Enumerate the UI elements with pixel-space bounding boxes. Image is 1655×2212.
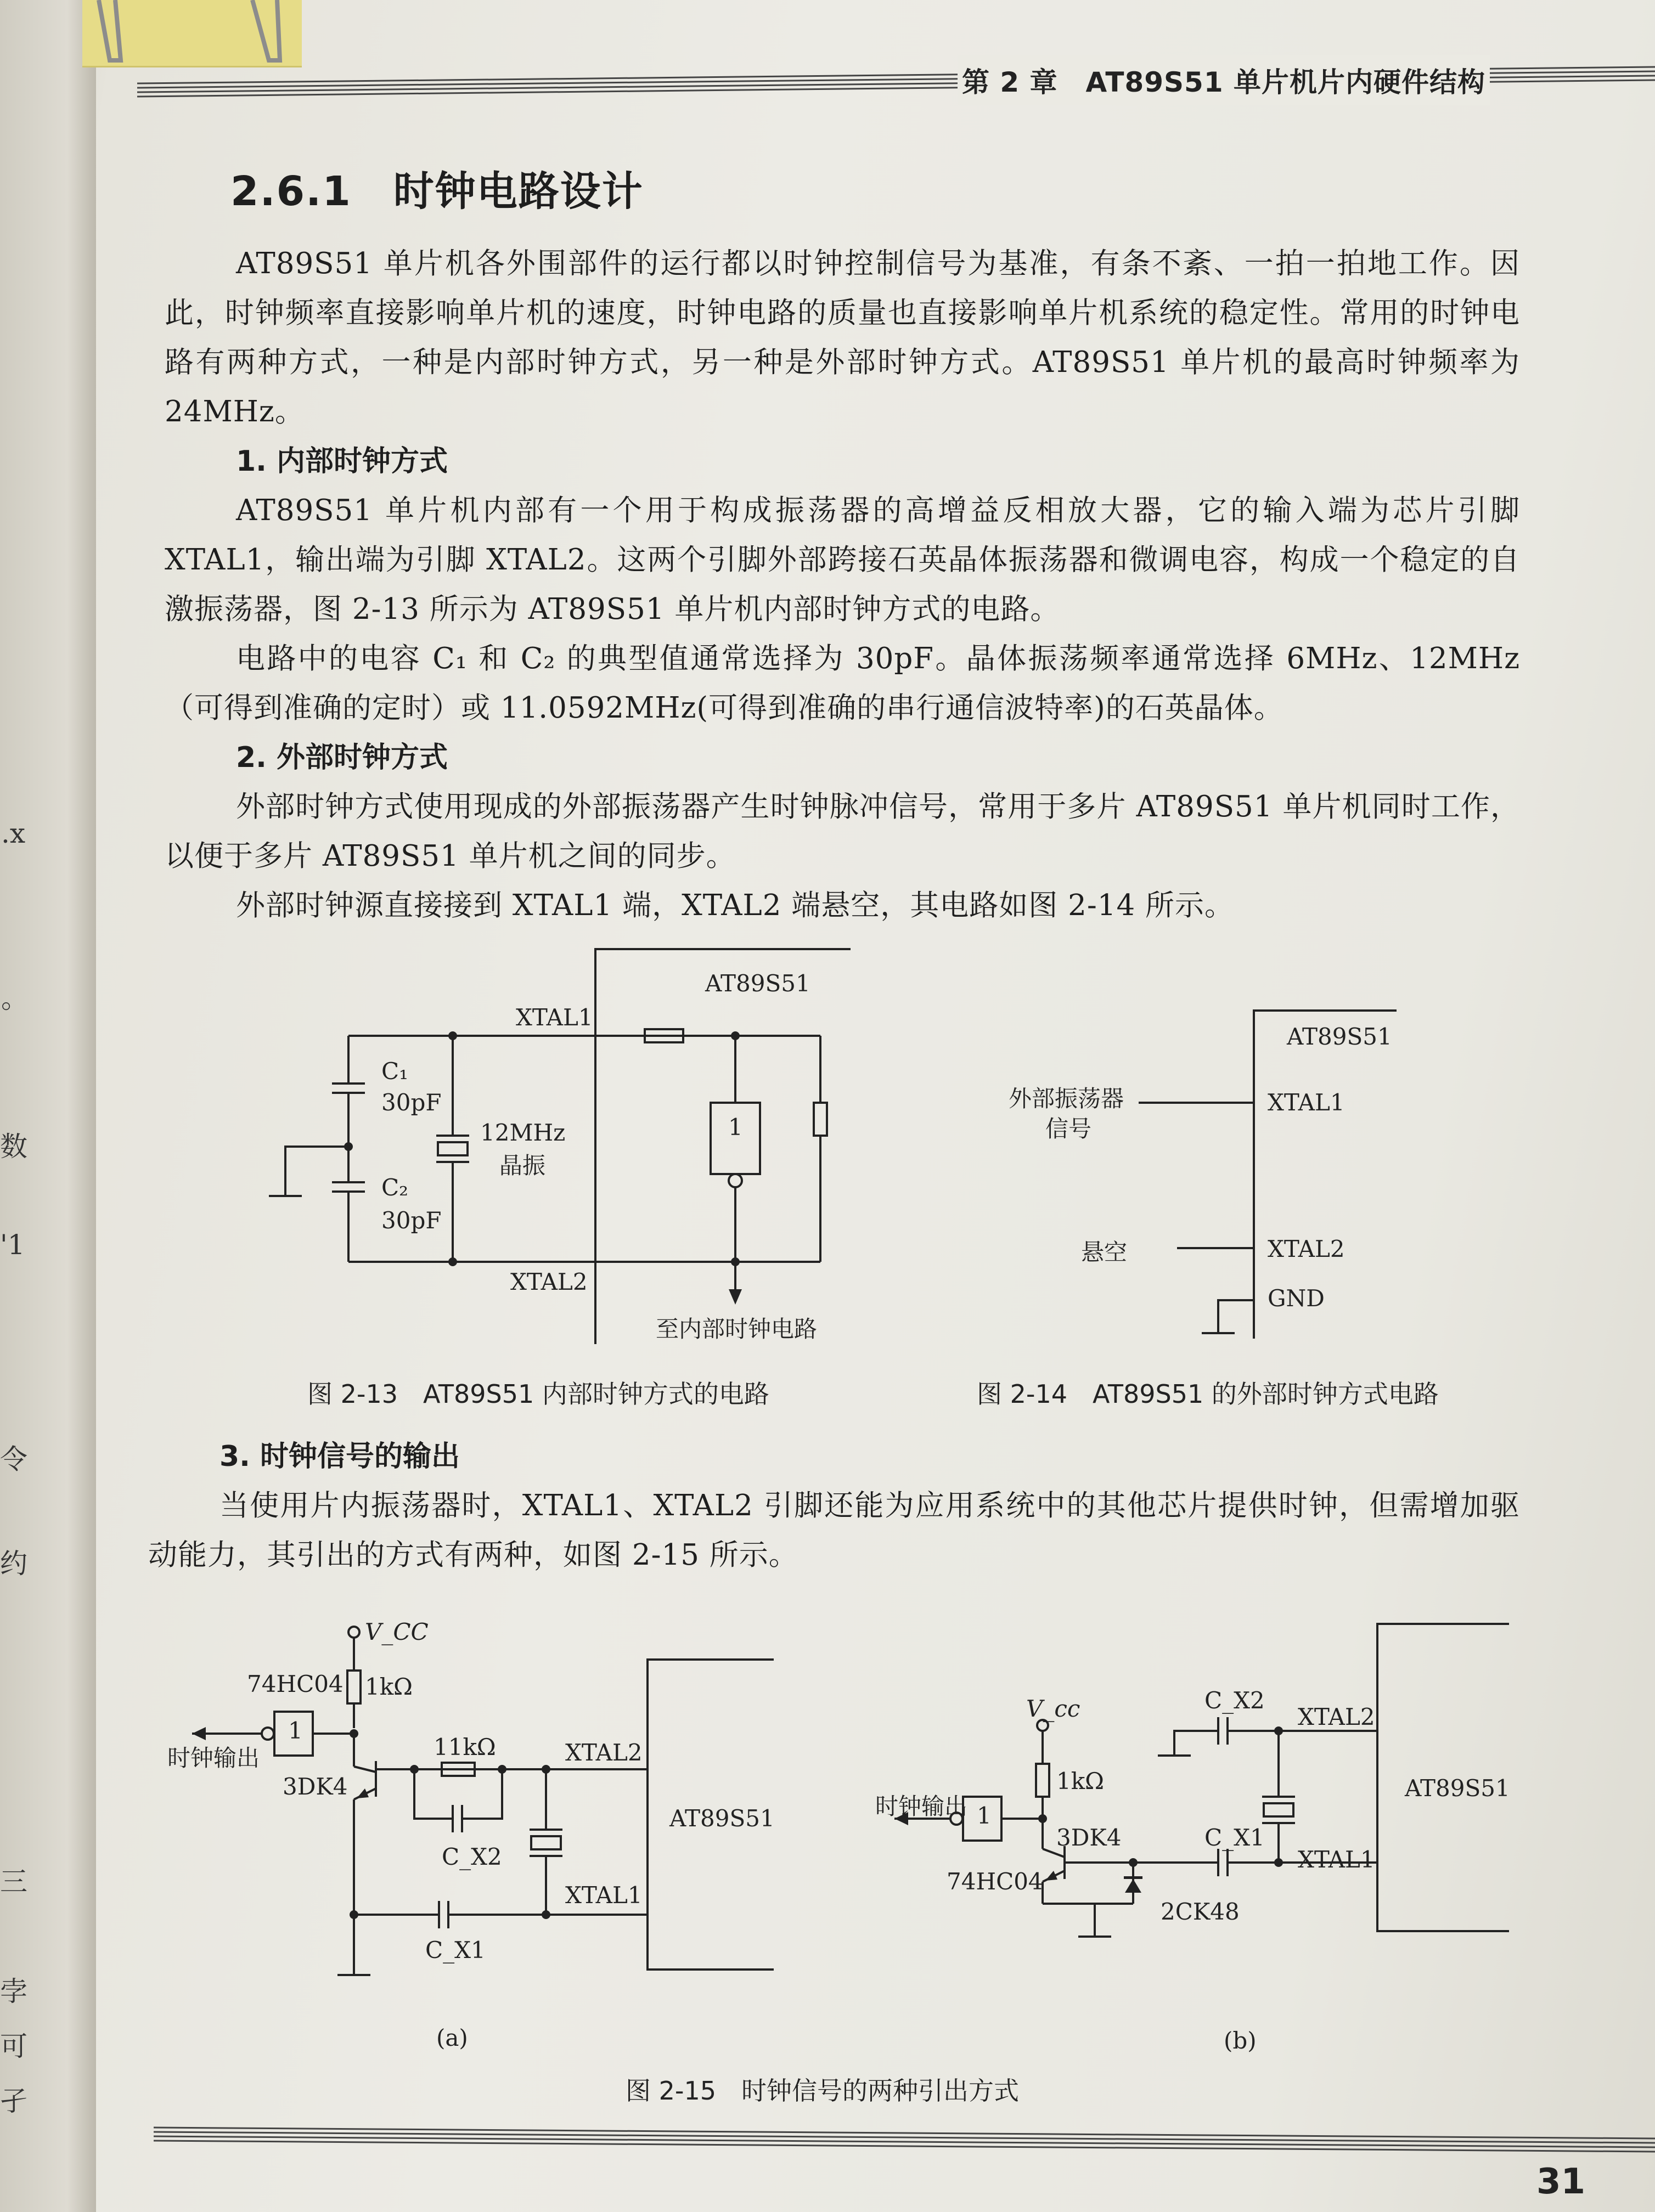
page-number: 31 [1536, 2162, 1586, 2202]
figure-2-15a [165, 1607, 823, 2051]
fig15a-transistor-label: 3DK4 [283, 1773, 348, 1800]
fig14-gnd-label: GND [1268, 1285, 1325, 1312]
sliver-char: .x [1, 817, 26, 849]
main-content [165, 159, 1520, 930]
fig15a-cx1-label: C_X1 [425, 1937, 486, 1963]
fig14-ext-osc-label: 外部振荡器 [1009, 1085, 1124, 1112]
fig13-crystal-name: 晶振 [499, 1152, 546, 1179]
fig15a-chip-label: AT89S51 [669, 1805, 775, 1832]
figure-2-13 [219, 933, 878, 1372]
sliver-char: 。 [1, 983, 29, 1014]
fig15a-clock-out-label: 时钟输出 [167, 1745, 260, 1771]
fig15b-cx2-label: C_X2 [1204, 1687, 1265, 1714]
fig13-crystal-frequency: 12MHz [480, 1119, 566, 1146]
internal-clock-heading: 1. 内部时钟方式 [236, 445, 448, 478]
left-page-edge [0, 0, 96, 2212]
fig15b-chip-label: AT89S51 [1405, 1775, 1510, 1802]
external-clock-heading: 2. 外部时钟方式 [236, 741, 448, 774]
fig15b-cx1-label: C_X1 [1204, 1824, 1265, 1851]
fig13-xtal2-label: XTAL2 [510, 1268, 588, 1295]
section-title: 2.6.1 时钟电路设计 [230, 168, 644, 215]
fig13-c2-value: 30pF [381, 1207, 442, 1234]
fig14-xtal2-label: XTAL2 [1268, 1235, 1345, 1262]
fig15a-ic-label: 74HC04 [247, 1671, 344, 1697]
footer-rules [137, 2118, 1655, 2172]
fig15a-inverter-symbol: 1 [288, 1717, 303, 1744]
sliver-char: '1 [0, 1229, 25, 1261]
sliver-char: 孛 [0, 1976, 27, 2007]
figure-2-14 [988, 998, 1482, 1350]
fig13-xtal1-label: XTAL1 [516, 1004, 593, 1031]
figure-2-14-caption: 图 2-14 AT89S51 的外部时钟方式电路 [977, 1379, 1439, 1409]
fig15b-diode-label: 2CK48 [1161, 1898, 1240, 1925]
sliver-char: 令 [0, 1443, 27, 1475]
external-clock-paragraph-2: 外部时钟源直接接到 XTAL1 端，XTAL2 端悬空，其电路如图 2-14 所示。 [236, 889, 1235, 922]
clock-output-heading: 3. 时钟信号的输出 [219, 1440, 460, 1473]
clock-output-paragraph: 当使用片内振荡器时，XTAL1、XTAL2 引脚还能为应用系统中的其他芯片提供时钟，但需增加驱动能力，其引出的方式有两种，如图 2-15 所示。 [148, 1489, 1520, 1572]
fig14-xtal1-label: XTAL1 [1268, 1089, 1345, 1116]
fig13-inverter-symbol: 1 [728, 1114, 743, 1141]
figure-2-15b [845, 1607, 1536, 2054]
fig15b-ic-label: 74HC04 [947, 1868, 1043, 1895]
fig13-c1-label: C₁ [381, 1058, 408, 1085]
fig15b-clock-out-label: 时钟输出 [875, 1793, 968, 1820]
fig15a-cx2-label: C_X2 [442, 1843, 502, 1870]
output-section [148, 1432, 1520, 1580]
intro-paragraph: AT89S51 单片机各外围部件的运行都以时钟控制信号为基准，有条不紊、一拍一拍地工作。因此，时钟频率直接影响单片机的速度，时钟电路的质量也直接影响单片机系统的稳定性。常用的时钟电路有两种方式，一种是内部时钟方式，另一种是外部时钟方式。AT89S51 单片机的最高时钟频率为 24MHz。 [165, 247, 1520, 428]
fig15b-xtal1-label: XTAL1 [1298, 1846, 1375, 1873]
internal-clock-paragraph-1: AT89S51 单片机内部有一个用于构成振荡器的高增益反相放大器，它的输入端为芯片引脚XTAL1，输出端为引脚 XTAL2。这两个引脚外部跨接石英晶体振荡器和微调电容，构成一个稳定的自激振荡器，图 2-13 所示为 AT89S51 单片机内部时钟方式的电路。 [165, 494, 1520, 626]
sliver-char: 数 [0, 1131, 27, 1163]
figure-2-14-schematic [988, 998, 1482, 1350]
fig13-c2-label: C₂ [381, 1174, 408, 1201]
figure-2-13-caption: 图 2-13 AT89S51 内部时钟方式的电路 [307, 1379, 769, 1409]
fig15a-r1-label: 1kΩ [365, 1673, 413, 1700]
sliver-char: 孑 [0, 2085, 27, 2117]
fig14-float-label: 悬空 [1081, 1239, 1128, 1266]
fig15b-vcc-label: V_cc [1026, 1695, 1080, 1722]
figure-2-15-caption: 图 2-15 时钟信号的两种引出方式 [626, 2076, 1020, 2106]
fig15a-vcc-label: V_CC [365, 1618, 429, 1645]
internal-clock-paragraph-2: 电路中的电容 C₁ 和 C₂ 的典型值通常选择为 30pF。晶体振荡频率通常选择 6MHz、12MHz（可得到准确的定时）或 11.0592MHz(可得到准确的串行通信波特率)的石英晶体。 [165, 642, 1520, 725]
fig13-chip-label: AT89S51 [705, 970, 810, 997]
fig15b-xtal2-label: XTAL2 [1298, 1703, 1375, 1730]
fig13-c1-value: 30pF [381, 1089, 442, 1116]
sliver-char: 约 [0, 1548, 27, 1579]
fig15b-r1-label: 1kΩ [1056, 1768, 1104, 1795]
fig15b-inverter-symbol: 1 [977, 1802, 992, 1829]
fig15b-panel-label: (b) [1224, 2027, 1257, 2054]
fig15a-xtal1-label: XTAL1 [565, 1882, 643, 1909]
fig15a-panel-label: (a) [436, 2024, 468, 2051]
fig15b-transistor-label: 3DK4 [1056, 1824, 1122, 1851]
sliver-char: 可 [0, 2030, 27, 2062]
fig15a-r2-label: 11kΩ [434, 1734, 496, 1760]
running-head: 第 2 章 AT89S51 单片机片内硬件结构 [958, 55, 1490, 105]
external-clock-paragraph-1: 外部时钟方式使用现成的外部振荡器产生时钟脉冲信号，常用于多片 AT89S51 单片机同时工作，以便于多片 AT89S51 单片机之间的同步。 [165, 790, 1520, 873]
fig13-to-internal-label: 至内部时钟电路 [656, 1316, 818, 1342]
figure-2-13-schematic [219, 933, 878, 1372]
figure-2-15b-schematic [845, 1607, 1536, 2046]
fig14-chip-label: AT89S51 [1287, 1023, 1392, 1050]
sliver-char: 三 [0, 1866, 27, 1898]
fig15a-xtal2-label: XTAL2 [565, 1739, 643, 1766]
fig14-signal-label: 信号 [1045, 1115, 1092, 1142]
